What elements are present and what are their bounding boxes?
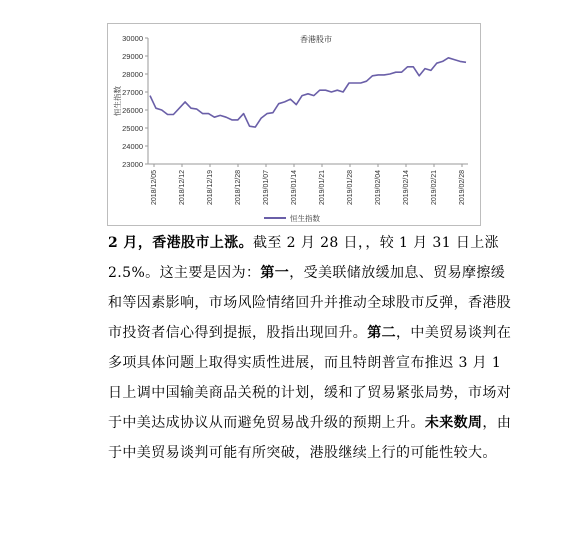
x-tick-label: 2019/01/14 (291, 170, 298, 206)
y-tick-label: 29000 (122, 52, 143, 61)
y-tick-label: 24000 (122, 142, 143, 151)
x-tick-label: 2018/12/19 (207, 170, 214, 206)
y-tick-label: 30000 (122, 34, 143, 43)
outlook-label: 未来数周 (424, 415, 483, 431)
point-one-text: ，受美联储放缓加息、贸易摩擦缓和等因素影响，市场风险情绪回升并推动全球股市反弹，香港股市投资者信心得到提振，股指出现回升。 (108, 265, 512, 341)
outlook-text: ，由于中美贸易谈判可能有所突破，港股继续上行的可能性较大。 (108, 415, 512, 461)
x-tick-label: 2018/12/28 (235, 170, 242, 206)
y-tick-label: 27000 (122, 88, 143, 97)
y-tick-label: 26000 (122, 106, 143, 115)
x-tick-label: 2019/02/21 (431, 170, 438, 206)
y-tick-label: 25000 (122, 124, 143, 133)
hang-seng-chart (107, 23, 481, 226)
x-tick-label: 2018/12/12 (179, 170, 186, 206)
reason-intro: 这主要是因为： (159, 265, 261, 281)
analysis-paragraph (94, 228, 514, 468)
y-axis-title: 恒生指数 (113, 86, 122, 116)
point-two-label: 第二 (367, 325, 397, 341)
lead-sentence: 2 月，香港股市上涨。 (108, 235, 254, 251)
chart-plot (108, 24, 482, 227)
x-tick-label: 2019/02/04 (375, 170, 382, 206)
x-tick-label: 2019/01/28 (347, 170, 354, 206)
lead-detail: 截至 2 月 28 日，，较 1 月 31 日上涨 2.5%。 (108, 235, 500, 281)
y-tick-label: 23000 (122, 160, 143, 169)
legend-label: 恒生指数 (290, 214, 320, 223)
x-tick-label: 2018/12/05 (151, 170, 158, 206)
chart-title: 香港股市 (300, 35, 332, 44)
x-tick-label: 2019/02/14 (403, 170, 410, 206)
x-tick-label: 2019/01/07 (263, 170, 270, 206)
x-tick-label: 2019/02/28 (459, 170, 466, 206)
hsi-series-line (150, 58, 466, 127)
x-tick-label: 2019/01/21 (319, 170, 326, 206)
y-tick-label: 28000 (122, 70, 143, 79)
point-two-text: ，中美贸易谈判在多项具体问题上取得实质性进展，而且特朗普宣布推迟 3 月 1 日上调中国输美商品关税的计划，缓和了贸易紧张局势，市场对于中美达成协议从而避免贸易战升级的预期上升。 (108, 325, 512, 431)
point-one-label: 第一 (260, 265, 290, 281)
